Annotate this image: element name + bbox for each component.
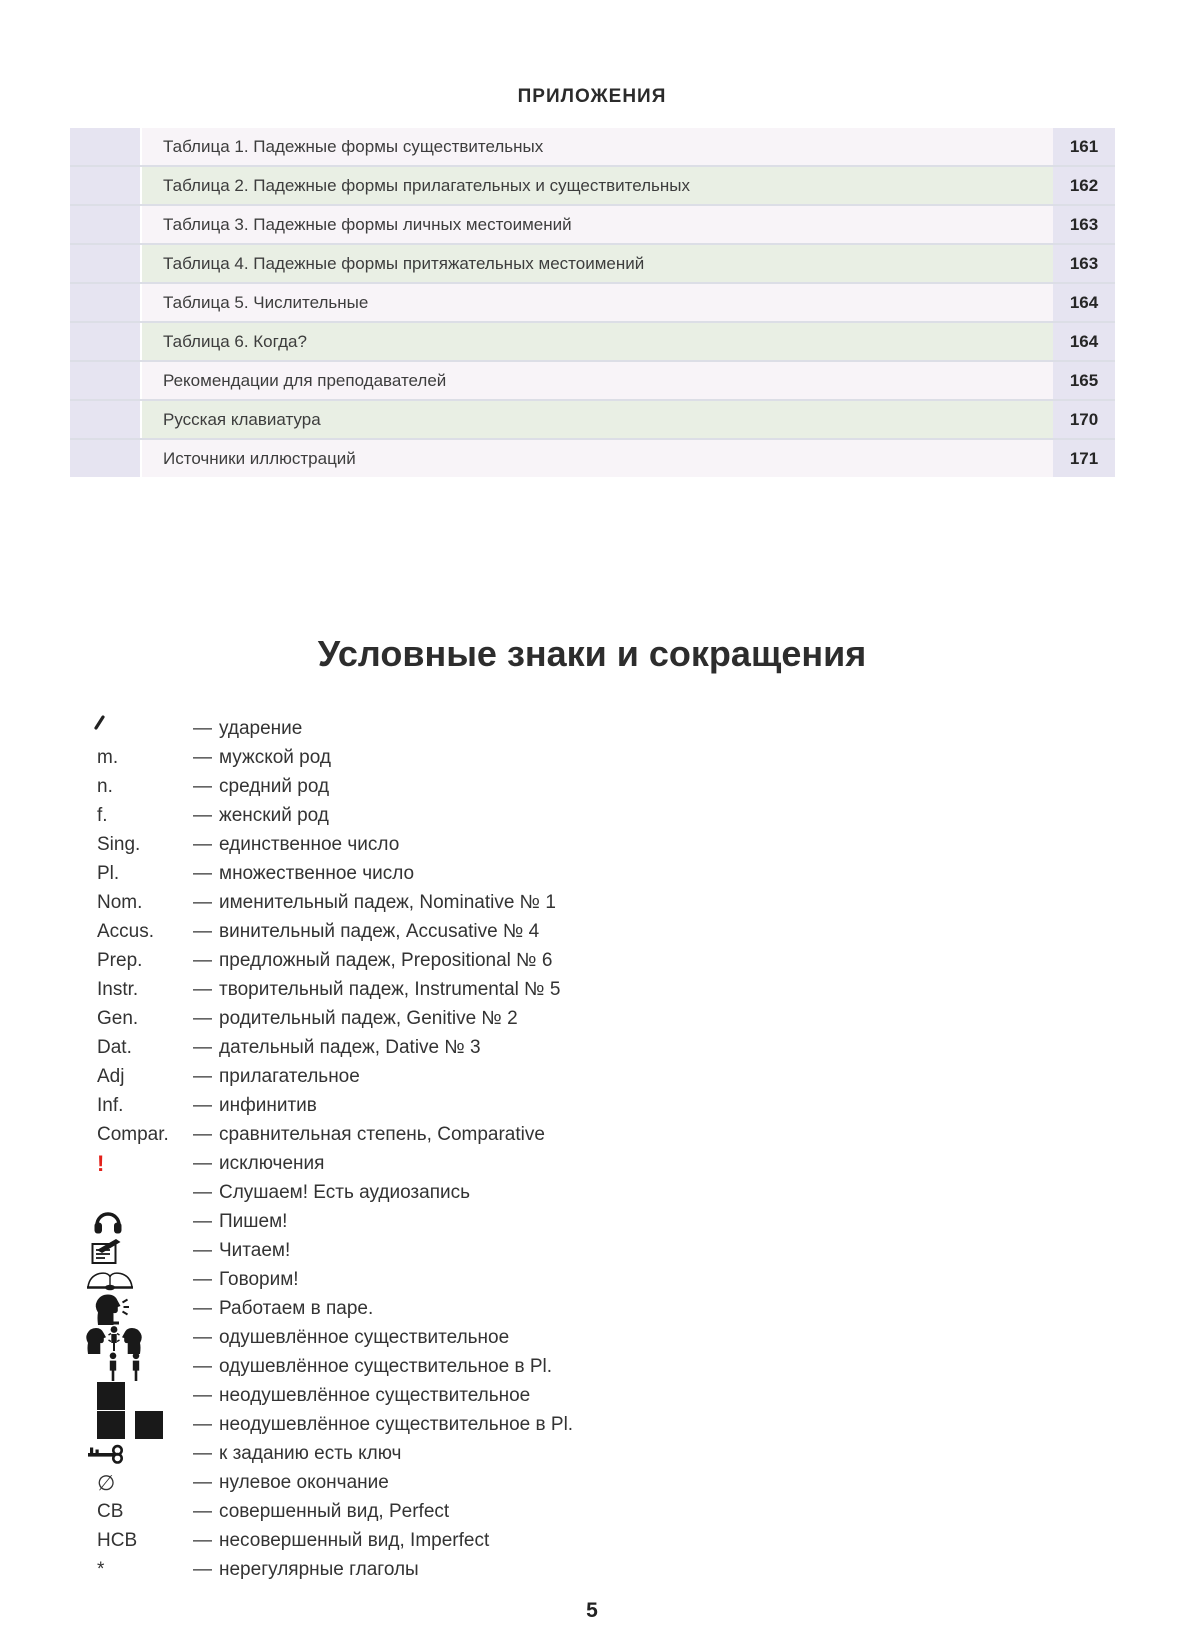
legend-text: винительный падеж, Accusative № 4 [219, 920, 540, 942]
legend-symbol: Inf. [97, 1094, 124, 1116]
legend-item [97, 714, 1184, 743]
toc-entry-page: 162 [1053, 167, 1115, 204]
legend-text: исключения [219, 1152, 325, 1174]
legend-symbol [97, 1237, 193, 1265]
legend-symbol: СВ [97, 1500, 124, 1522]
legend-text: именительный падеж, Nominative № 1 [219, 891, 556, 913]
legend-symbol: * [97, 1558, 105, 1580]
legend-title: Условные знаки и сокращения [317, 633, 867, 674]
legend-text: предложный падеж, Prepositional № 6 [219, 949, 553, 971]
legend-symbol [97, 1443, 193, 1465]
legend-text: Работаем в паре. [219, 1297, 374, 1319]
legend-dash: — [193, 1239, 212, 1261]
toc-spacer-cell [70, 440, 142, 477]
legend-symbol [97, 1352, 193, 1382]
legend-item [97, 1062, 1184, 1091]
legend-text: ударение [219, 717, 303, 739]
toc-row [70, 399, 1115, 438]
legend-symbol: f. [97, 804, 108, 826]
toc-entry-page: 164 [1053, 323, 1115, 360]
legend-dash: — [193, 1123, 212, 1145]
legend-item [97, 1323, 1184, 1352]
toc-row [70, 282, 1115, 321]
toc-entry-page: 170 [1053, 401, 1115, 438]
legend-symbol: Dat. [97, 1036, 132, 1058]
toc-spacer-cell [70, 128, 142, 165]
legend-dash: — [193, 1355, 212, 1377]
two-heads-talking-icon [85, 1321, 143, 1354]
headphones-icon [93, 1208, 123, 1235]
legend-item [97, 830, 1184, 859]
legend-dash: — [193, 746, 212, 768]
legend-item [97, 975, 1184, 1004]
toc-spacer-cell [70, 206, 142, 243]
legend-symbol: Adj [97, 1065, 125, 1087]
toc-entry-title: Таблица 6. Когда? [142, 323, 1053, 360]
stress-accent-icon [93, 715, 106, 730]
legend-text: Пишем! [219, 1210, 288, 1232]
legend-symbol-null-ending: ∅ [97, 1470, 116, 1495]
legend-text: нерегулярные глаголы [219, 1558, 419, 1580]
legend-dash: — [193, 1500, 212, 1522]
legend-dash: — [193, 1558, 212, 1580]
toc-row [70, 243, 1115, 282]
legend-dash: — [193, 920, 212, 942]
legend-symbol: Nom. [97, 891, 143, 913]
toc-row [70, 438, 1115, 477]
legend-dash: — [193, 1384, 212, 1406]
page-number: 5 [586, 1599, 598, 1622]
legend-text: единственное число [219, 833, 400, 855]
legend-item [97, 1410, 1184, 1439]
legend-dash: — [193, 833, 212, 855]
legend-text: Говорим! [219, 1268, 299, 1290]
legend-item [97, 1381, 1184, 1410]
legend-text: дательный падеж, Dative № 3 [219, 1036, 481, 1058]
legend-dash: — [193, 804, 212, 826]
toc-entry-title: Русская клавиатура [142, 401, 1053, 438]
toc-entry-page: 163 [1053, 206, 1115, 243]
legend-item [97, 1149, 1184, 1178]
legend-dash: — [193, 1036, 212, 1058]
toc-entry-page: 164 [1053, 284, 1115, 321]
legend-dash: — [193, 1065, 212, 1087]
toc-entry-title: Таблица 4. Падежные формы притяжательных местоимений [142, 245, 1053, 282]
toc-spacer-cell [70, 401, 142, 438]
legend-text: сравнительная степень, Comparative [219, 1123, 545, 1145]
legend-item [97, 888, 1184, 917]
legend-dash: — [193, 1297, 212, 1319]
legend-symbol: Instr. [97, 978, 139, 1000]
legend-text: неодушевлённое существительное в Pl. [219, 1413, 574, 1435]
toc-row [70, 360, 1115, 399]
toc-spacer-cell [70, 362, 142, 399]
legend-symbol [97, 1208, 193, 1235]
toc-entry-page: 161 [1053, 128, 1115, 165]
toc-row [70, 128, 1115, 165]
legend-item [97, 859, 1184, 888]
writing-sheet-icon [91, 1237, 122, 1265]
legend-item [97, 1265, 1184, 1294]
legend-item [97, 1526, 1184, 1555]
two-persons-icon [105, 1352, 149, 1382]
legend-symbol [97, 1382, 193, 1410]
legend-item [97, 1294, 1184, 1323]
legend-item [97, 1004, 1184, 1033]
legend-dash: — [193, 1442, 212, 1464]
legend-dash: — [193, 1181, 212, 1203]
toc-entry-page: 171 [1053, 440, 1115, 477]
legend-symbol: Prep. [97, 949, 143, 971]
legend-item [97, 1439, 1184, 1468]
legend-item [97, 946, 1184, 975]
legend-text: прилагательное [219, 1065, 360, 1087]
toc-entry-title: Таблица 3. Падежные формы личных местоимений [142, 206, 1053, 243]
legend-dash: — [193, 717, 212, 739]
legend-item [97, 1468, 1184, 1497]
key-icon [87, 1443, 125, 1465]
legend-symbol: Sing. [97, 833, 141, 855]
legend-text: родительный падеж, Genitive № 2 [219, 1007, 518, 1029]
legend-item [97, 1091, 1184, 1120]
legend-text: одушевлённое существительное [219, 1326, 510, 1348]
open-book-icon [85, 1267, 135, 1292]
legend-dash: — [193, 949, 212, 971]
legend-dash: — [193, 1471, 212, 1493]
two-black-squares-icon [97, 1411, 163, 1439]
legend-text: Слушаем! Есть аудиозапись [219, 1181, 470, 1203]
legend-dash: — [193, 1094, 212, 1116]
legend-text: женский род [219, 804, 329, 826]
toc-entry-title: Таблица 1. Падежные формы существительных [142, 128, 1053, 165]
legend-list [97, 714, 1184, 1584]
legend-item [97, 1555, 1184, 1584]
toc-spacer-cell [70, 245, 142, 282]
legend-text: средний род [219, 775, 330, 797]
legend-item [97, 1236, 1184, 1265]
legend-symbol-exception: ! [97, 1150, 105, 1176]
legend-text: множественное число [219, 862, 415, 884]
toc-entry-page: 165 [1053, 362, 1115, 399]
legend-dash: — [193, 1152, 212, 1174]
legend-item [97, 1178, 1184, 1207]
legend-symbol [97, 727, 193, 730]
legend-symbol: n. [97, 775, 113, 797]
legend-dash: — [193, 891, 212, 913]
legend-text: совершенный вид, Perfect [219, 1500, 450, 1522]
legend-text: несовершенный вид, Imperfect [219, 1529, 490, 1551]
legend-symbol [97, 1321, 193, 1354]
legend-text: к заданию есть ключ [219, 1442, 402, 1464]
legend-text: Читаем! [219, 1239, 291, 1261]
legend-dash: — [193, 978, 212, 1000]
legend-item [97, 1497, 1184, 1526]
legend-item [97, 1352, 1184, 1381]
legend-dash: — [193, 862, 212, 884]
legend-symbol [97, 1267, 193, 1292]
legend-symbol: Compar. [97, 1123, 169, 1145]
legend-item [97, 801, 1184, 830]
black-square-icon [97, 1382, 125, 1410]
legend-dash: — [193, 1268, 212, 1290]
toc-entry-page: 163 [1053, 245, 1115, 282]
legend-text: мужской род [219, 746, 331, 768]
legend-symbol: Accus. [97, 920, 155, 942]
toc-entry-title: Рекомендации для преподавателей [142, 362, 1053, 399]
toc-entry-title: Таблица 2. Падежные формы прилагательных и существительных [142, 167, 1053, 204]
legend-dash: — [193, 1413, 212, 1435]
legend-item [97, 1120, 1184, 1149]
legend-symbol: m. [97, 746, 119, 768]
legend-text: неодушевлённое существительное [219, 1384, 531, 1406]
toc-row [70, 204, 1115, 243]
legend-dash: — [193, 775, 212, 797]
legend-text: инфинитив [219, 1094, 317, 1116]
legend-item [97, 743, 1184, 772]
legend-text: творительный падеж, Instrumental № 5 [219, 978, 561, 1000]
toc-row [70, 321, 1115, 360]
legend-item [97, 1033, 1184, 1062]
toc-spacer-cell [70, 167, 142, 204]
toc-spacer-cell [70, 284, 142, 321]
toc-entry-title: Источники иллюстраций [142, 440, 1053, 477]
legend-text: одушевлённое существительное в Pl. [219, 1355, 553, 1377]
toc-spacer-cell [70, 323, 142, 360]
legend-item [97, 1207, 1184, 1236]
legend-text: нулевое окончание [219, 1471, 389, 1493]
legend-item [97, 772, 1184, 801]
legend-symbol: Pl. [97, 862, 120, 884]
legend-item [97, 917, 1184, 946]
legend-symbol [97, 1411, 193, 1439]
appendices-toc [70, 128, 1115, 477]
legend-dash: — [193, 1326, 212, 1348]
appendices-heading: ПРИЛОЖЕНИЯ [517, 86, 667, 107]
legend-dash: — [193, 1529, 212, 1551]
legend-symbol: НСВ [97, 1529, 138, 1551]
legend-dash: — [193, 1007, 212, 1029]
legend-symbol: Gen. [97, 1007, 139, 1029]
toc-row [70, 165, 1115, 204]
toc-entry-title: Таблица 5. Числительные [142, 284, 1053, 321]
legend-dash: — [193, 1210, 212, 1232]
